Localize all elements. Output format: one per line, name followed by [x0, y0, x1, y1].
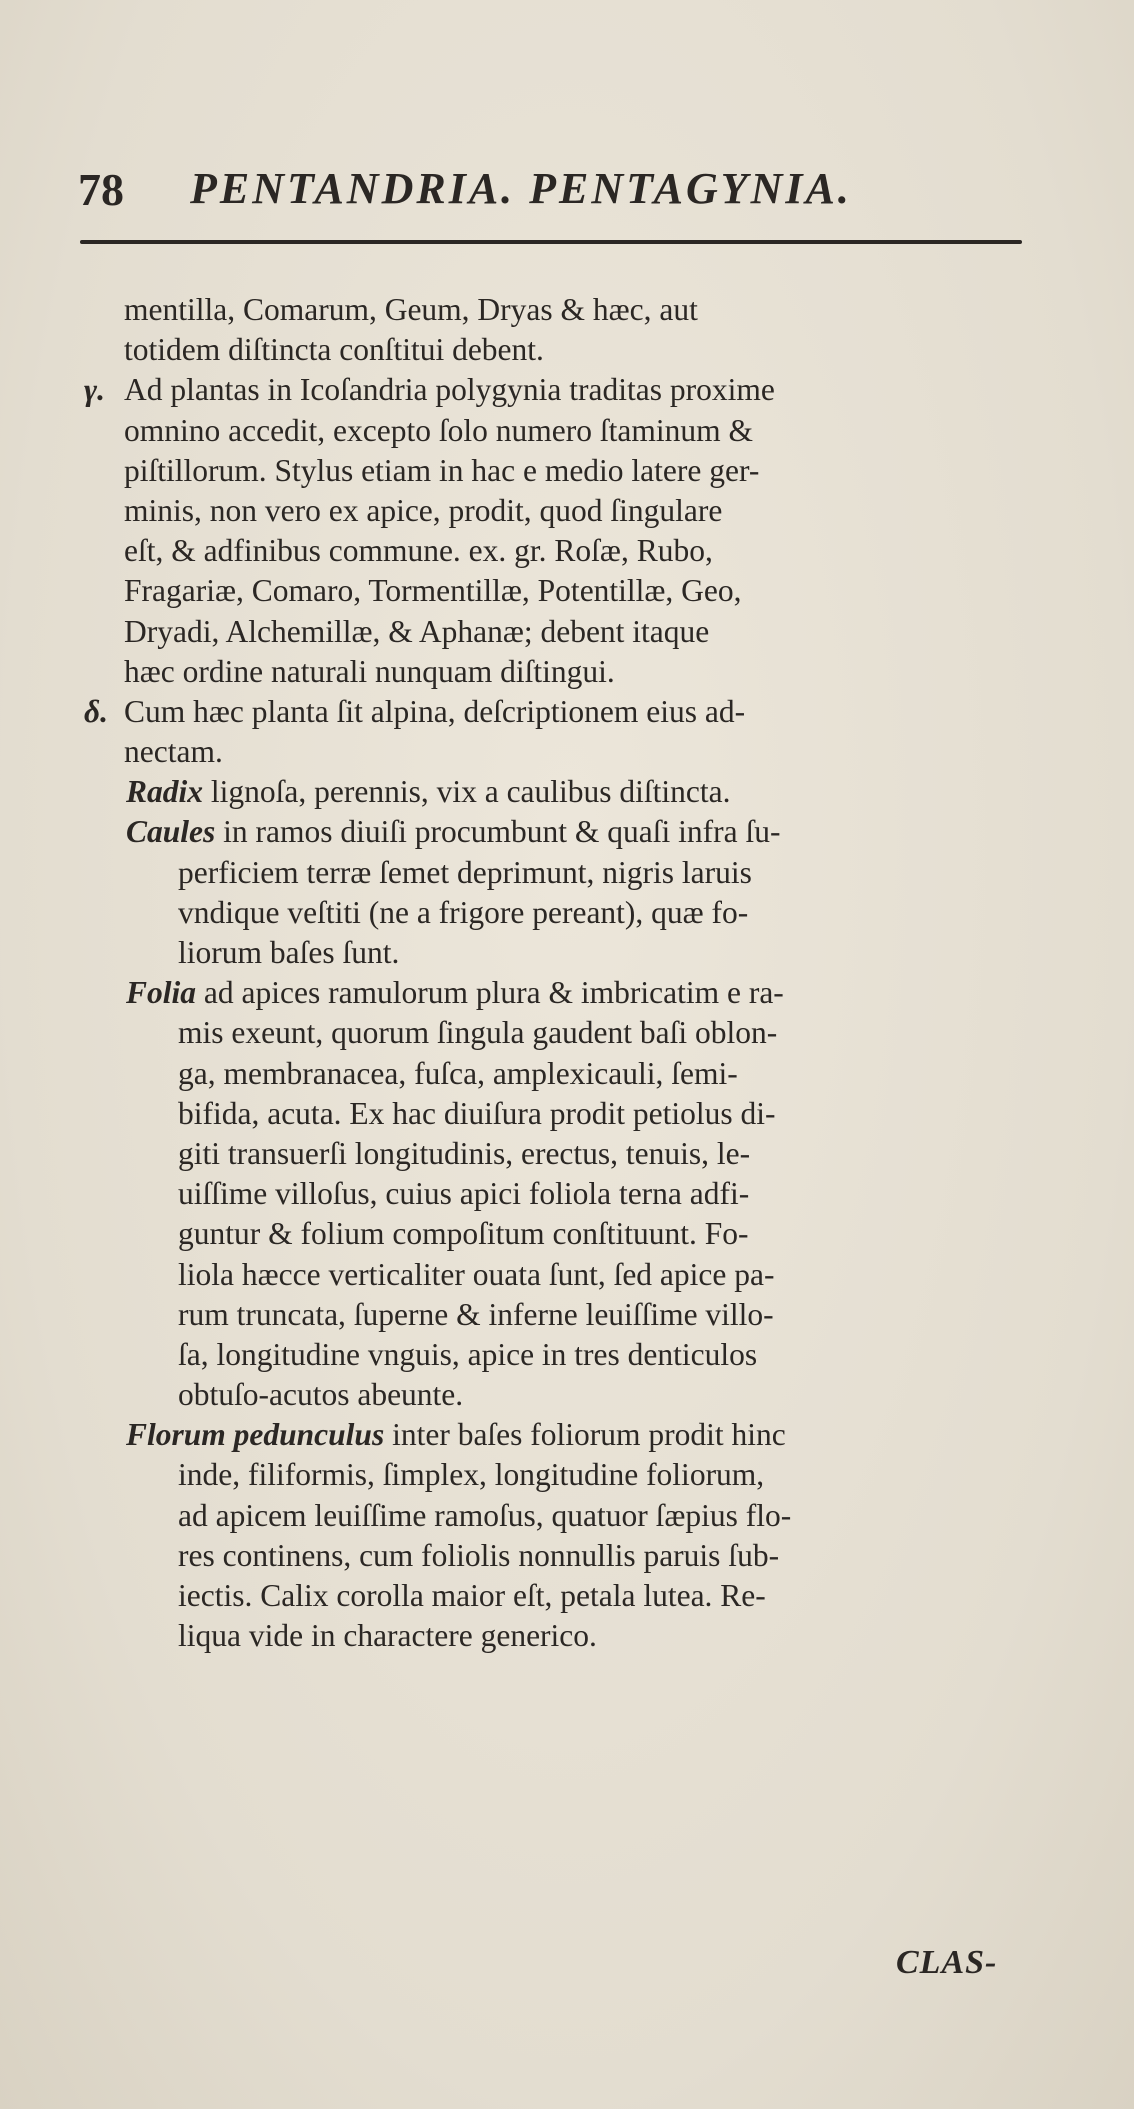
text-line: bifida, acuta. Ex hac diuiſura prodit petiolus di-	[178, 1095, 776, 1131]
intro-paragraph	[84, 290, 1034, 370]
radix-label: Radix	[126, 774, 204, 810]
text-line: minis, non vero ex apice, prodit, quod ſingulare	[124, 492, 723, 528]
header-rule	[80, 240, 1022, 244]
text-line: obtuſo-acutos abeunte.	[178, 1377, 464, 1413]
text-line: Cum hæc planta ſit alpina, deſcriptionem eius ad-	[124, 693, 746, 729]
text-line: rum truncata, ſuperne & inferne leuiſſime villo-	[178, 1296, 774, 1332]
text-line: liorum baſes ſunt.	[178, 935, 400, 970]
folia-paragraph	[84, 973, 1034, 1415]
text-line: ad apicem leuiſſime ramoſus, quatuor ſæpius flo-	[178, 1497, 792, 1533]
text-line: ſa, longitudine vnguis, apice in tres denticulos	[178, 1336, 758, 1372]
florum-label: Florum pedunculus	[126, 1417, 385, 1453]
text-line: inde, filiformis, ſimplex, longitudine foliorum,	[178, 1457, 765, 1493]
page-number: 78	[78, 164, 124, 215]
text-line: liola hæcce verticaliter ouata ſunt, ſed apice pa-	[178, 1256, 775, 1292]
radix-paragraph	[84, 772, 1034, 812]
gamma-marker: γ.	[84, 372, 105, 408]
delta-paragraph	[84, 692, 1034, 772]
text-line: ga, membranacea, fuſca, amplexicauli, ſemi-	[178, 1055, 738, 1091]
text-line: Ad plantas in Icoſandria polygynia traditas proxime	[124, 372, 775, 408]
gamma-paragraph	[84, 370, 1034, 692]
text-line: hæc ordine naturali nunquam diſtingui.	[124, 653, 615, 689]
folia-label: Folia	[126, 975, 197, 1011]
caules-paragraph	[84, 812, 1034, 973]
text-line: ad apices ramulorum plura & imbricatim e ra-	[203, 975, 784, 1011]
text-line: uiſſime villoſus, cuius apici foliola terna adfi-	[178, 1176, 750, 1212]
text-line: Dryadi, Alchemillæ, & Aphanæ; debent itaque	[124, 613, 710, 649]
florum-paragraph	[84, 1415, 1034, 1656]
text-line: iectis. Calix corolla maior eſt, petala lutea. Re-	[178, 1578, 766, 1613]
text-line: eſt, & adfinibus commune. ex. gr. Roſæ, Rubo,	[124, 533, 713, 569]
text-line: mis exeunt, quorum ſingula gaudent baſi oblon-	[178, 1015, 778, 1051]
page-header	[78, 163, 1018, 223]
text-line: Fragariæ, Comaro, Tormentillæ, Potentillæ, Geo,	[124, 573, 742, 609]
catchword: CLAS-	[896, 1944, 998, 1981]
text-line: in ramos diuiſi procumbunt & quaſi infra ſu-	[223, 814, 781, 850]
running-head: PENTANDRIA. PENTAGYNIA.	[190, 164, 852, 213]
text-line: res continens, cum foliolis nonnullis paruis ſub-	[178, 1537, 780, 1573]
text-line: totidem diſtincta conſtitui debent.	[124, 332, 544, 368]
text-line: mentilla, Comarum, Geum, Dryas & hæc, aut	[124, 292, 698, 327]
text-line: liqua vide in charactere generico.	[178, 1618, 597, 1654]
text-line: omnino accedit, excepto ſolo numero ſtaminum &	[124, 412, 753, 448]
text-line: giti transuerſi longitudinis, erectus, tenuis, le-	[178, 1135, 751, 1171]
text-line: perficiem terræ ſemet deprimunt, nigris laruis	[178, 854, 752, 890]
text-line: lignoſa, perennis, vix a caulibus diſtincta.	[210, 774, 731, 810]
page-body	[84, 290, 1034, 1656]
text-line: vndique veſtiti (ne a frigore pereant), quæ fo-	[178, 894, 749, 930]
text-line: guntur & folium compoſitum conſtituunt. Fo-	[178, 1216, 749, 1252]
delta-marker: δ.	[84, 693, 109, 729]
text-line: nectam.	[124, 734, 223, 770]
text-line: inter baſes foliorum prodit hinc	[392, 1417, 786, 1453]
caules-label: Caules	[126, 814, 216, 850]
text-line: piſtillorum. Stylus etiam in hac e medio latere ger-	[124, 452, 760, 488]
